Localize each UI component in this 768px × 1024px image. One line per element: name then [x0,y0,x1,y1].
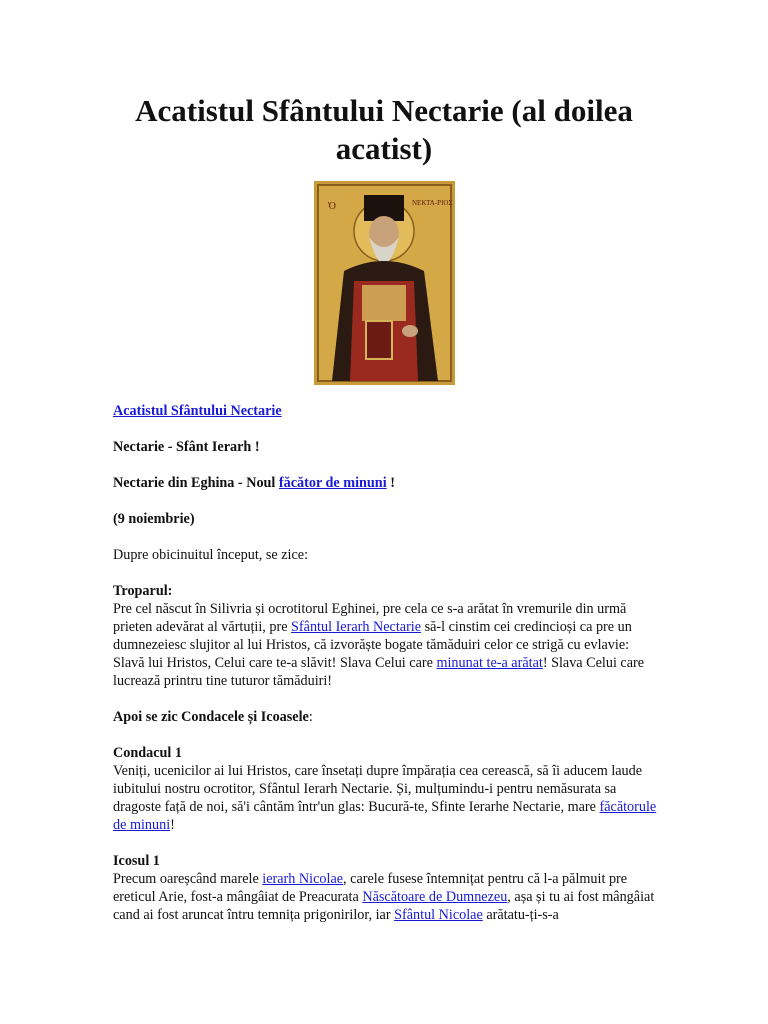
line-eghina-text: Nectarie din Eghina - Noul [113,475,279,491]
intro-paragraph: Dupre obicinuitul început, se zice: [113,547,309,563]
saint-icon-image [314,181,455,385]
saint-icon-painting [314,181,455,385]
icosul-1-text-2: , carele fusese întemnițat pentru că l-a pălmuit pre ereticul Arie, fost-a mângâiat de Preacurata [113,871,628,905]
troparul-heading: Troparul: [113,583,173,599]
apoi-bold: Apoi se zic Condacele și Icoasele [113,709,309,725]
link-ierarh-nicolae[interactable]: ierarh Nicolae [262,871,344,887]
icosul-1-section [113,852,658,924]
link-facatorule-de-minuni[interactable]: făcătorule de minuni [113,799,657,833]
icon-inscription-right: ΝΕΚΤΑ-ΡΙΟΣ [412,199,453,207]
icosul-1-text-3: , așa și tu ai fost mângâiat cand ai fost aruncat întru temnița prigonirilor, iar [113,889,655,923]
page-title: Acatistul Sfântului Nectarie (al doilea acatist) [135,93,633,166]
link-sfantul-ierarh-nectarie[interactable]: Sfântul Ierarh Nectarie [291,619,422,635]
icon-inscription-left: Ὁ [328,201,336,212]
icosul-1-text-4: arătatu-ți-s-a [482,907,559,923]
link-facator-de-minuni[interactable]: făcător de minuni [278,475,387,491]
link-minunat-te-a-aratat[interactable]: minunat te-a arătat [436,655,543,671]
condacul-1-text-1: Veniți, ucenicilor ai lui Hristos, care însetați dupre împărația cea cerească, să îi aducem laude iubitului nostru ocrotitor, Sfântul Ierarh Nectarie. Și, mulțumindu-i pentru nemăsurata sa dragoste față de noi, să'i cântăm într'un glas: Bucură-te, Sfinte Ierarhe Nectarie, mare [113,763,643,815]
line-nectarie-sfant-ierarh: Nectarie - Sfânt Ierarh ! [113,439,260,455]
icosul-1-text-1: Precum oareșcând marele [113,871,263,887]
date-line: (9 noiembrie) [113,511,195,527]
condacul-1-heading: Condacul 1 [113,745,182,761]
troparul-text-3: ! Slava Celui care lucrează printru tine tuturor tămăduiri! [113,655,645,689]
apoi-end: : [308,709,313,725]
icosul-1-heading: Icosul 1 [113,853,160,869]
troparul-text-1: Pre cel născut în Silivria și ocrotitorul Eghinei, pre cela ce s-a arătat în vremurile din urmă prieten adevărat al vărtuții, pre [113,601,627,635]
condacul-1-text-2: ! [170,817,175,833]
apoi-line [113,708,658,726]
link-acatistul-sfantului-nectarie[interactable]: Acatistul Sfântului Nectarie [113,403,282,419]
link-nascatoare-de-dumnezeu[interactable]: Născătoare de Dumnezeu [362,889,508,905]
line-eghina-end: ! [386,475,395,491]
link-sfantul-nicolae[interactable]: Sfântul Nicolae [394,907,483,923]
condacul-1-section [113,744,658,834]
troparul-text-2: să-l cinstim cei credincioși ca pre un dumnezeiesc slujitor al lui Hristos, că izvorăște bogate tămăduiri celor ce strigă cu evlavie: Slavă lui Hristos, Celui care te-a slăvit! Slava Celui care [113,619,632,671]
document-body [113,402,658,942]
troparul-section [113,582,658,690]
